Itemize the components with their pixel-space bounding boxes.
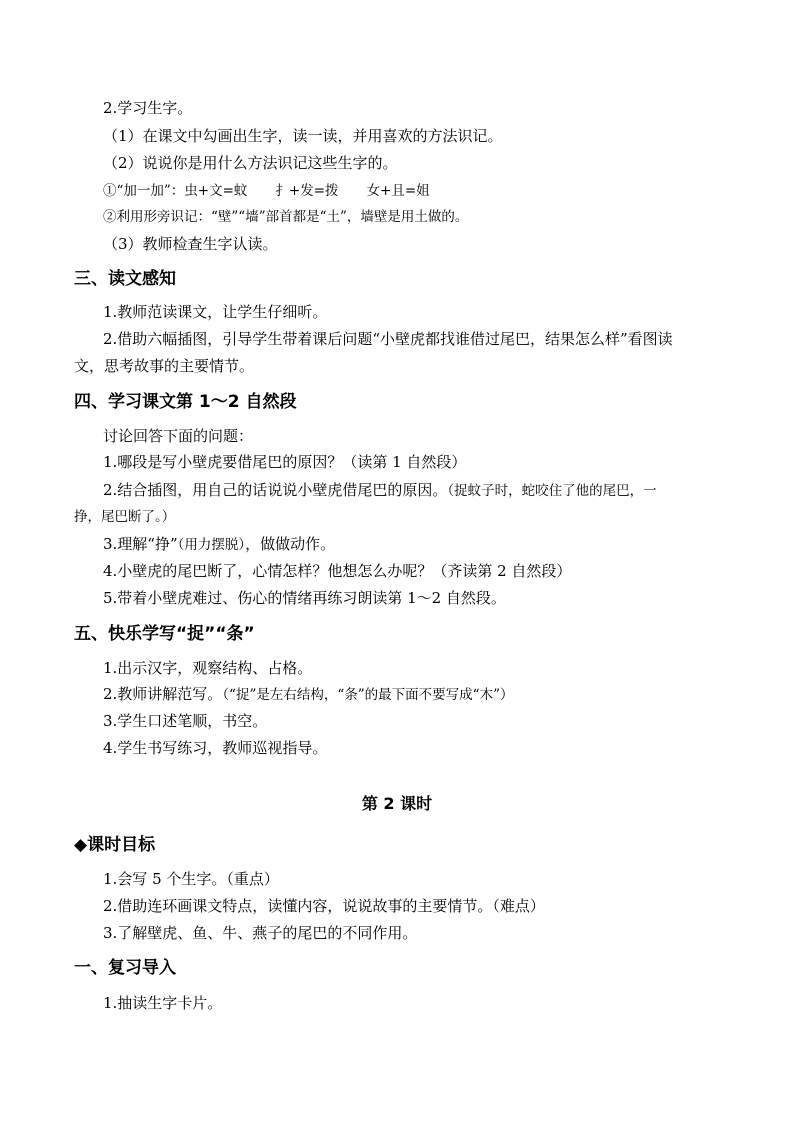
step-learn-characters: 2.学习生字。 xyxy=(103,99,193,117)
method-add-up-example-2: 扌+发=拨 xyxy=(275,183,339,199)
question-2-text: 2.结合插图，用自己的话说说小壁虎借尾巴的原因。 xyxy=(103,481,448,499)
discussion-intro: 讨论回答下面的问题： xyxy=(103,427,254,445)
goal-3: 3.了解壁虎、鱼、牛、燕子的尾巴的不同作用。 xyxy=(103,924,418,942)
writing-step-2-text: 2.教师讲解范写。 xyxy=(103,685,223,703)
writing-step-3: 3.学生口述笔顺，书空。 xyxy=(103,712,268,730)
reading-step-2-cont: 文，思考故事的主要情节。 xyxy=(74,357,255,375)
section-heading-paragraphs: 四、学习课文第 1～2 自然段 xyxy=(74,392,297,412)
question-3 xyxy=(103,533,335,556)
question-4: 4.小壁虎的尾巴断了，心情怎样？他想怎么办呢？（齐读第 2 自然段） xyxy=(103,562,572,580)
method-add-up-example-1: ①“加一加”：虫+文=蚊 xyxy=(103,183,248,199)
reading-step-2: 2.借助六幅插图，引导学生带着课后问题“小壁虎都找谁借过尾巴，结果怎么样”看图读 xyxy=(103,330,673,348)
question-3-text: 3.理解“挣” xyxy=(103,535,178,553)
question-3-note: （用力摆脱） xyxy=(177,537,246,553)
substep-2: （2）说说你是用什么方法识记这些生字的。 xyxy=(103,154,398,172)
writing-step-1: 1.出示汉字，观察结构、占格。 xyxy=(103,659,313,677)
method-radical: ②利用形旁识记：“壁”“墙”部首都是“土”，墙壁是用土做的。 xyxy=(103,209,469,225)
section-heading-reading: 三、读文感知 xyxy=(74,269,176,289)
substep-1: （1）在课文中勾画出生字，读一读，并用喜欢的方法识记。 xyxy=(103,127,503,145)
lesson-2-title: 第 2 课时 xyxy=(361,794,433,813)
writing-step-4: 4.学生书写练习，教师巡视指导。 xyxy=(103,739,328,757)
reading-step-1: 1.教师范读课文，让学生仔细听。 xyxy=(103,303,328,321)
question-2-answer: （捉蚊子时，蛇咬住了他的尾巴，一 xyxy=(447,483,657,499)
question-3-action: ，做做动作。 xyxy=(245,535,336,553)
method-add-up xyxy=(103,180,430,202)
question-2 xyxy=(103,479,657,502)
question-2-answer-cont: 挣，尾巴断了。） xyxy=(74,509,176,525)
writing-step-2-note: （“捉”是左右结构，“条”的最下面不要写成“木”） xyxy=(222,687,514,703)
review-step-1: 1.抽读生字卡片。 xyxy=(103,994,223,1012)
method-add-up-example-3: 女+且=姐 xyxy=(366,183,430,199)
writing-step-2 xyxy=(103,683,513,706)
section-heading-goals: ◆课时目标 xyxy=(74,835,156,855)
question-1: 1.哪段是写小壁虎要借尾巴的原因？（读第 1 自然段） xyxy=(103,453,467,471)
section-heading-review: 一、复习导入 xyxy=(74,958,176,978)
section-heading-writing: 五、快乐学写“捉”“条” xyxy=(74,624,255,644)
substep-3: （3）教师检查生字认读。 xyxy=(103,235,278,253)
goal-1: 1.会写 5 个生字。（重点） xyxy=(103,870,279,888)
goal-2: 2.借助连环画课文特点，读懂内容，说说故事的主要情节。（难点） xyxy=(103,897,545,915)
question-5: 5.带着小壁虎难过、伤心的情绪再练习朗读第 1～2 自然段。 xyxy=(103,589,506,607)
